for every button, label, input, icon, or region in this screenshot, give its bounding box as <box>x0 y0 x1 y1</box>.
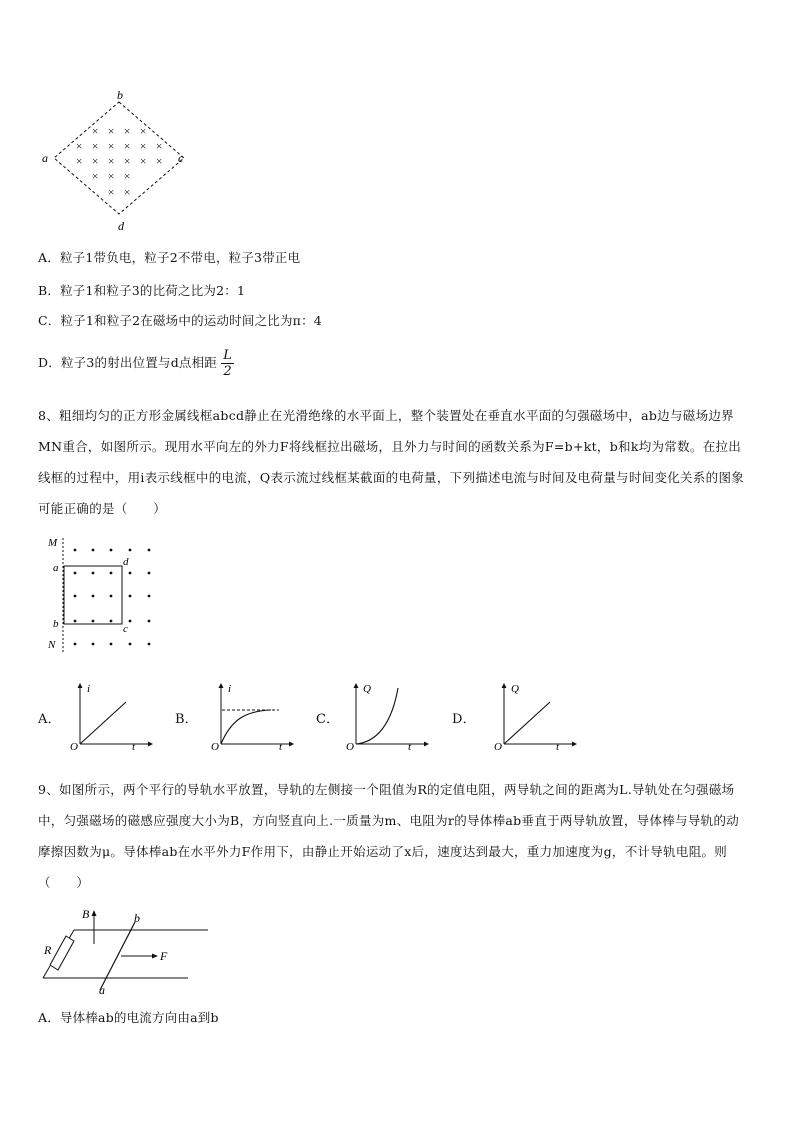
q7-option-d <box>38 348 234 379</box>
q8-graph-b <box>205 680 295 752</box>
field-dot <box>74 549 77 552</box>
option-text: 粒子1和粒子3的比荷之比为2：1 <box>60 283 246 298</box>
cross-mark: × <box>154 154 164 168</box>
q8-graph-c <box>340 680 430 752</box>
diamond-boundary <box>54 102 184 214</box>
q8-graph-c-label: C． <box>316 712 340 727</box>
label-M: M <box>48 537 58 549</box>
cross-mark: × <box>106 154 116 168</box>
label-a: a <box>99 983 105 996</box>
cross-mark: × <box>90 124 100 138</box>
label-a: a <box>53 562 59 574</box>
Q-convex-curve <box>356 688 398 744</box>
cross-mark: × <box>74 139 84 153</box>
field-dot <box>129 572 132 575</box>
option-label: C． <box>38 313 61 328</box>
q8-graph-b-label: B． <box>175 712 198 727</box>
svg-text:t: t <box>556 741 560 752</box>
q9-stem: 9、如图所示，两个平行的导轨水平放置，导轨的左侧接一个阻值为R的定值电阻，两导轨之间的距离为L.导轨处在匀强磁场中，匀强磁场的磁感应强度大小为B，方向竖直向上.一质量为m、电阻为r的导体棒ab垂直于两导轨放置，导体棒与导轨的动摩擦因数为μ。导体棒ab在水平外力F作用下，由静止开始运动了x后，速度达到最大，重力加速度为g，不计导轨电阻。则（ ） <box>38 782 740 890</box>
cross-mark: × <box>106 169 116 183</box>
cross-mark: × <box>154 139 164 153</box>
field-dot <box>110 595 113 598</box>
field-dot <box>110 620 113 623</box>
cross-mark: × <box>122 185 132 199</box>
svg-text:Q: Q <box>363 683 371 695</box>
cross-mark: × <box>90 169 100 183</box>
option-label: D． <box>38 355 61 370</box>
i-linear-line <box>80 702 126 744</box>
label-R: R <box>44 943 52 957</box>
field-dot <box>129 549 132 552</box>
label-a: a <box>42 151 48 165</box>
field-dot <box>74 643 77 646</box>
cross-mark: × <box>122 154 132 168</box>
label-b: b <box>134 911 140 925</box>
field-dot <box>74 620 77 623</box>
cross-mark: × <box>122 139 132 153</box>
field-dot <box>129 643 132 646</box>
option-text: 导体棒ab的电流方向由a到b <box>59 1010 219 1025</box>
field-dot <box>110 549 113 552</box>
label-c: c <box>178 151 184 165</box>
cross-mark: × <box>106 139 116 153</box>
field-dot <box>92 643 95 646</box>
label-B: B <box>82 907 90 921</box>
svg-text:Q: Q <box>511 683 519 695</box>
field-dot <box>148 643 151 646</box>
option-label: A． <box>38 250 60 265</box>
svg-text:O: O <box>346 741 354 752</box>
label-N: N <box>48 639 56 651</box>
field-dot <box>148 572 151 575</box>
svg-text:O: O <box>70 741 78 752</box>
svg-text:t: t <box>408 741 412 752</box>
field-dot <box>92 620 95 623</box>
cross-mark: × <box>138 139 148 153</box>
q7-option-b <box>38 283 245 299</box>
svg-text:O: O <box>211 741 219 752</box>
field-dot <box>129 620 132 623</box>
q8-loop-figure <box>38 534 168 656</box>
q9-rail-figure <box>38 904 218 996</box>
field-dot <box>148 549 151 552</box>
q7-diamond-figure <box>38 86 190 234</box>
cross-mark: × <box>122 169 132 183</box>
q9-option-a <box>38 1010 219 1026</box>
cross-mark: × <box>138 154 148 168</box>
label-d: d <box>118 219 124 233</box>
label-d: d <box>123 556 129 568</box>
field-dot <box>110 572 113 575</box>
Q-linear-line <box>504 702 550 744</box>
svg-text:t: t <box>132 741 136 752</box>
label-b: b <box>53 618 59 630</box>
i-saturating-curve <box>221 710 271 744</box>
svg-text:i: i <box>228 683 232 695</box>
option-text: 粒子1和粒子2在磁场中的运动时间之比为π：4 <box>60 313 322 328</box>
option-label: B． <box>38 283 61 298</box>
option-text: 粒子3的射出位置与d点相距 <box>60 355 217 370</box>
field-dots <box>74 549 151 646</box>
q7-option-a <box>38 250 300 266</box>
svg-text:O: O <box>494 741 502 752</box>
cross-mark: × <box>90 154 100 168</box>
q8-graph-d-label: D． <box>452 712 476 727</box>
q8-graph-d <box>488 680 578 752</box>
svg-text:t: t <box>279 741 283 752</box>
cross-mark: × <box>106 185 116 199</box>
field-dot <box>92 572 95 575</box>
cross-mark: × <box>106 124 116 138</box>
label-F: F <box>160 949 168 963</box>
option-text: 粒子1带负电，粒子2不带电，粒子3带正电 <box>59 250 301 265</box>
field-dot <box>110 643 113 646</box>
field-dot <box>92 595 95 598</box>
q8-stem: 8、粗细均匀的正方形金属线框abcd静止在光滑绝缘的水平面上，整个装置处在垂直水平面的匀强磁场中，ab边与磁场边界MN重合，如图所示。现用水平向左的外力F将线框拉出磁场，且外力与时间的函数关系为F=b+kt，b和k均为常数。在拉出线框的过程中，用i表示线框中的电流，Q表示流过线框某截面的电荷量，下列描述电流与时间及电荷量与时间变化关系的图象可能正确的是（ ） <box>38 408 745 516</box>
option-label: A． <box>38 1010 60 1025</box>
field-dot <box>148 620 151 623</box>
field-dot <box>129 595 132 598</box>
label-b: b <box>117 88 123 102</box>
label-c: c <box>123 623 128 635</box>
fraction-L-over-2: $\frac{L}{2}$ <box>223 348 233 379</box>
resistor-R <box>50 936 74 970</box>
cross-mark: × <box>122 124 132 138</box>
q7-option-c <box>38 313 322 329</box>
cross-mark: × <box>74 154 84 168</box>
field-dot <box>74 572 77 575</box>
cross-mark: × <box>90 139 100 153</box>
svg-text:i: i <box>87 683 91 695</box>
q8-graph-a-label: A． <box>38 712 61 727</box>
field-dot <box>74 595 77 598</box>
cross-marks <box>75 124 163 199</box>
field-dot <box>148 595 151 598</box>
cross-mark: × <box>138 124 148 138</box>
q8-graph-a <box>64 680 154 752</box>
field-dot <box>92 549 95 552</box>
